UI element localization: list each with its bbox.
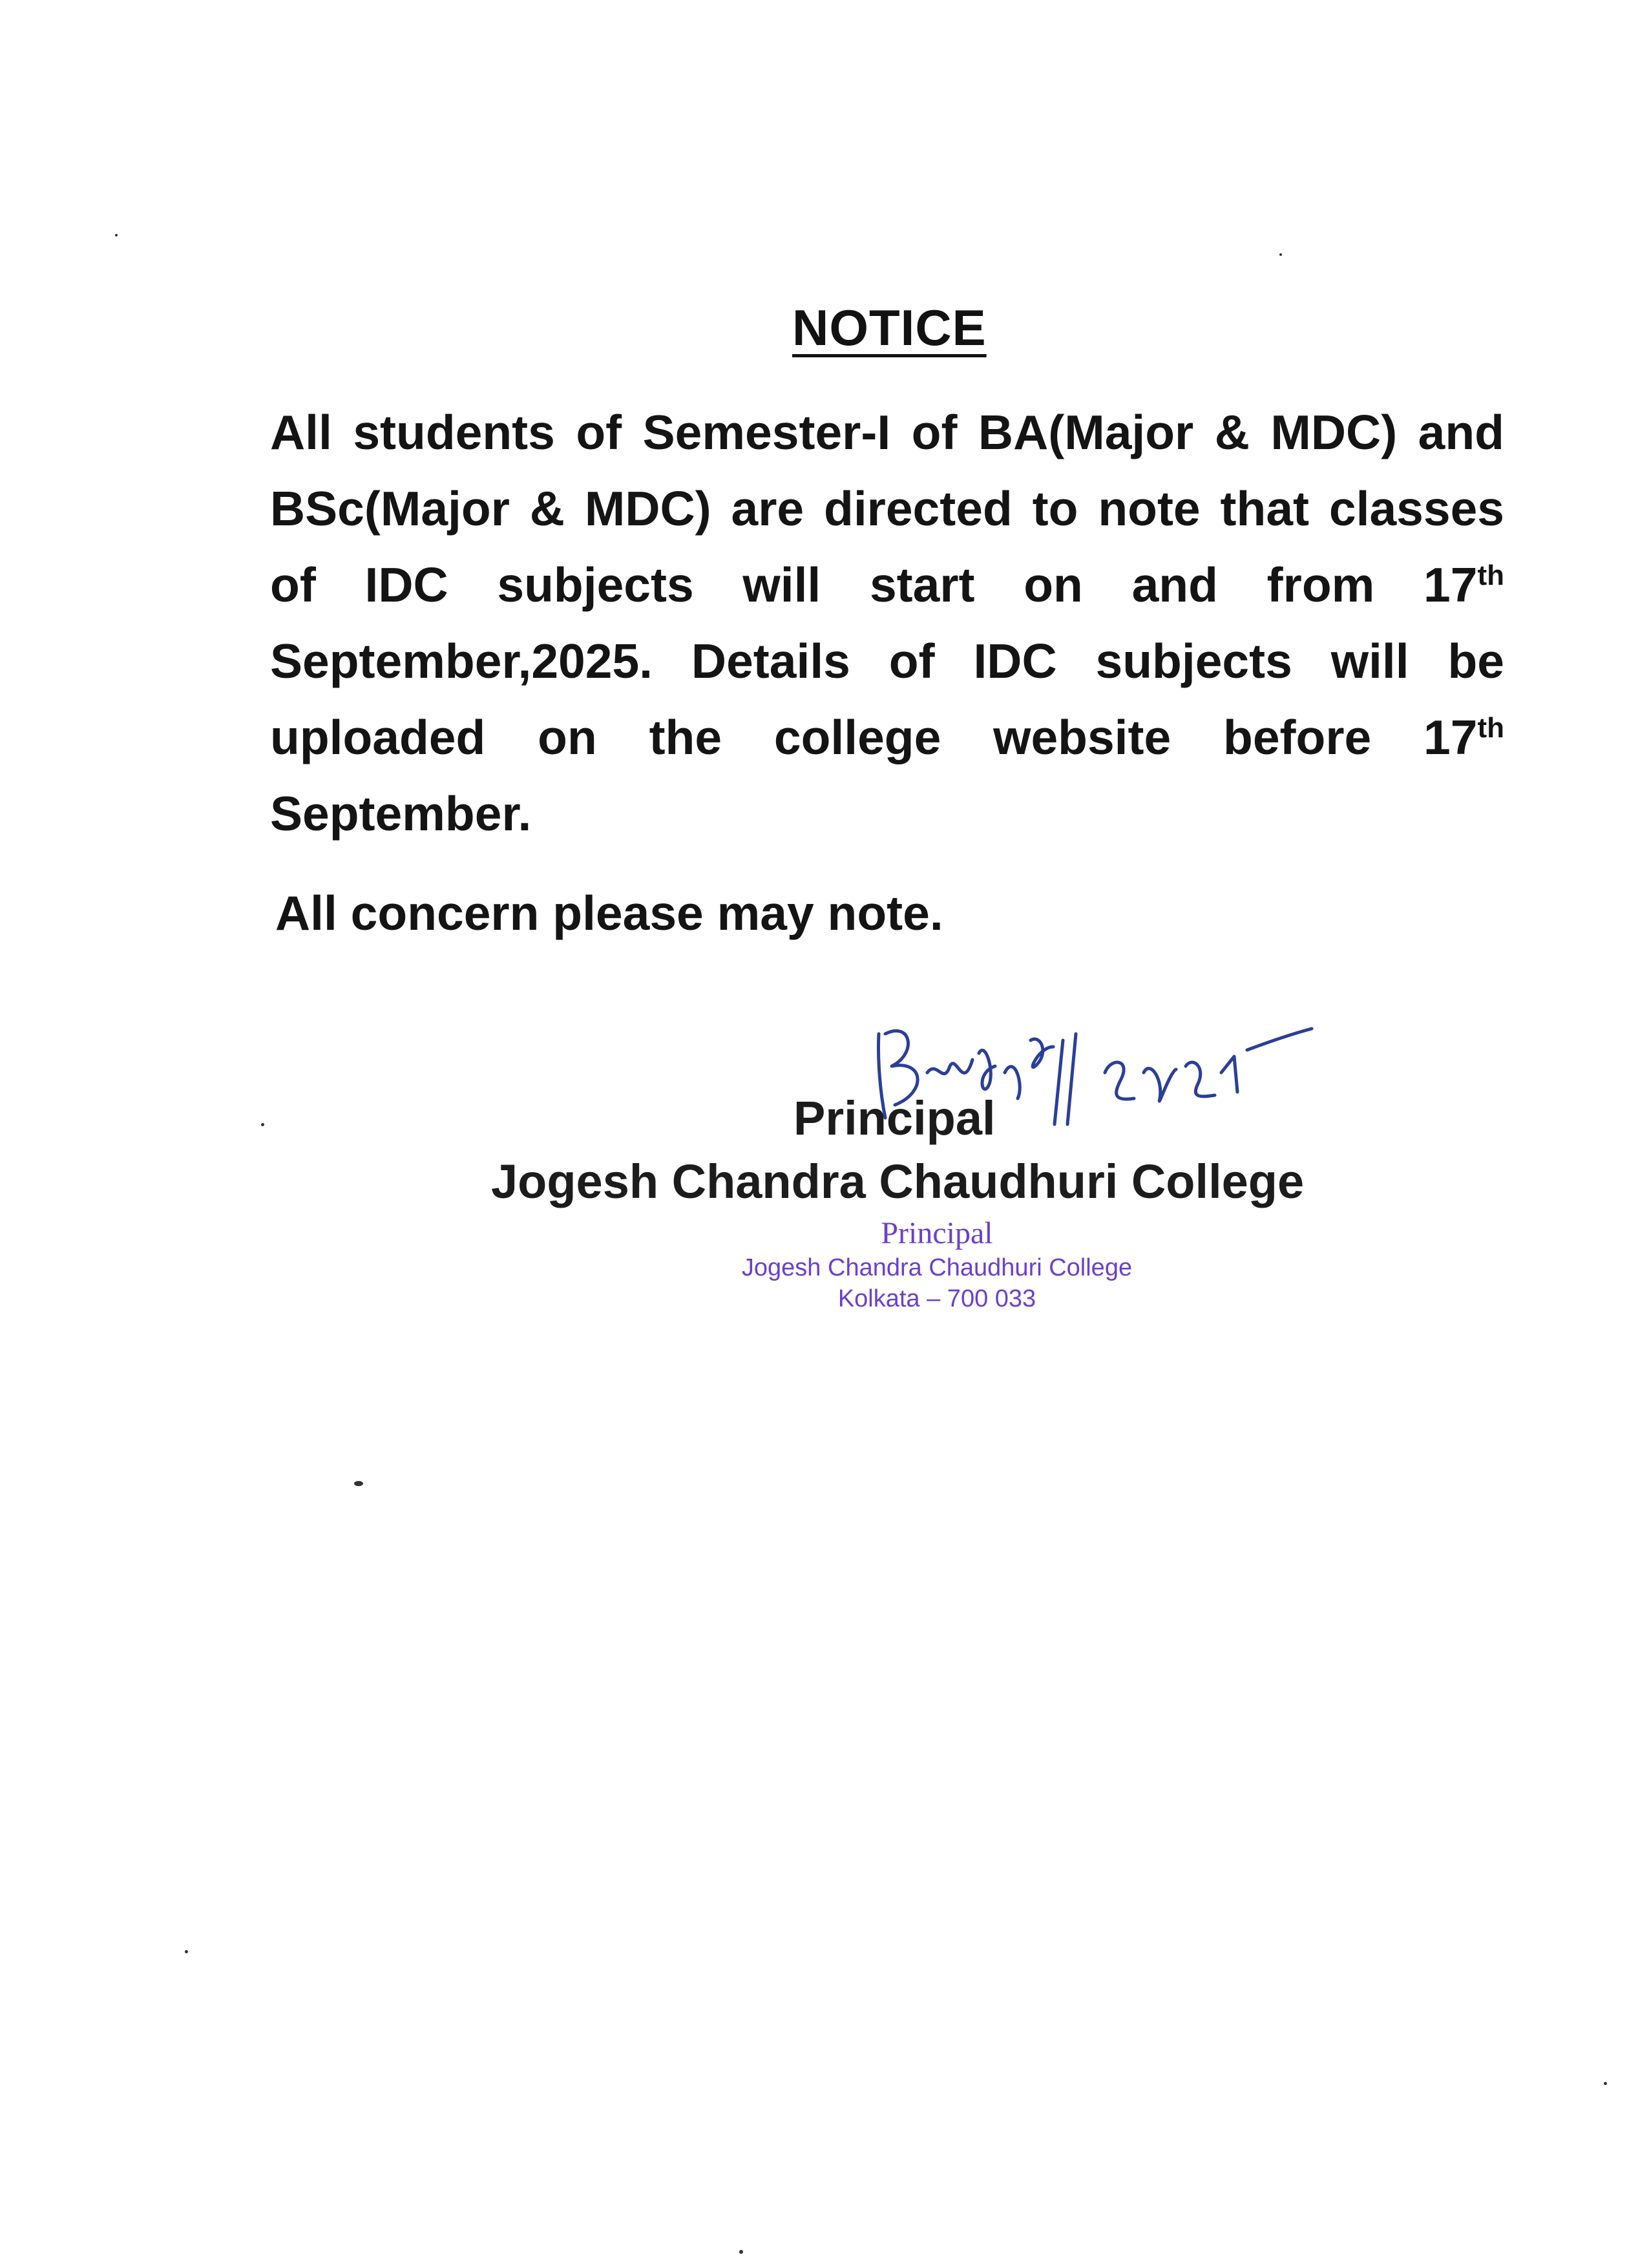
official-stamp [704,1215,1170,1314]
signatory-college: Jogesh Chandra Chaudhuri College [491,1155,1305,1208]
signatory-role: Principal [793,1091,996,1145]
scan-speck [185,1950,188,1953]
closing-line: All concern please may note. [275,886,943,940]
notice-body [270,394,1504,852]
stamp-line-college: Jogesh Chandra Chaudhuri College [741,1254,1133,1281]
scan-speck [1279,253,1282,256]
body-part-1: All students of Semester-I of BA(Major & MDC) and BSc(Major & MDC) are directed to note that classes of IDC subjects will start on and from 17 [270,405,1504,612]
stamp-line-city: Kolkata – 700 033 [837,1285,1036,1312]
ordinal-suffix-2: th [1477,712,1504,744]
scan-speck [261,1123,264,1126]
body-part-2: September,2025. Details of IDC subjects will be uploaded on the college website before 17 [270,634,1504,764]
stamp-line-role: Principal [881,1216,993,1250]
scan-speck [1604,2082,1607,2085]
scan-speck [354,1481,363,1486]
notice-title: NOTICE [792,299,987,356]
scan-speck [739,2250,743,2254]
scan-speck [115,234,118,236]
body-part-3: September. [270,786,532,841]
ordinal-suffix-1: th [1477,560,1504,591]
